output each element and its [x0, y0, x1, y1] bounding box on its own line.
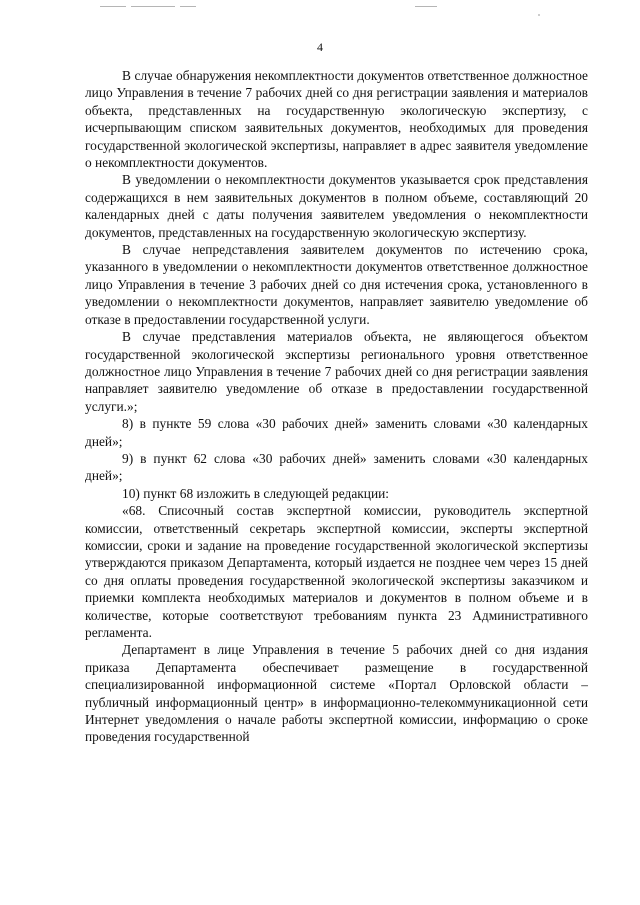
page-number: 4: [317, 40, 323, 54]
scan-line: [100, 6, 126, 7]
paragraph-non-submission: В случае непредставления заявителем документов по истечению срока, указанного в уведомлении о некомплектности документов ответственное должностное лицо Управления в течение 3 рабочих дней со дня истечения срока, установленного в уведомлении о некомплектности документов, направляет заявителю уведомление об отказе в предоставлении государственной услуги.: [85, 242, 588, 327]
paragraph-item-8: 8) в пункте 59 слова «30 рабочих дней» заменить словами «30 календарных дней»;: [85, 416, 588, 449]
document-body: [85, 67, 588, 746]
scan-line: [131, 6, 175, 7]
paragraph-department-publication: Департамент в лице Управления в течение 5 рабочих дней со дня издания приказа Департамента обеспечивает размещение в государственной специализированной информационной системе «Портал Орловской области – публичный информационный центр» в информационно-телекоммуникационной сети Интернет уведомления о начале работы экспертной комиссии, информацию о сроке проведения государственной: [85, 642, 588, 745]
paragraph-notice-deadline: В уведомлении о некомплектности документов указывается срок представления содержащихся в нем заявительных документов в полном объеме, составляющий 20 календарных дней с даты получения заявителем уведомления о некомплектности документов, представленных на государственную экологическую экспертизу.: [85, 172, 588, 240]
paragraph-item-10: 10) пункт 68 изложить в следующей редакции:: [122, 485, 390, 501]
scan-dot: [538, 14, 540, 16]
paragraph-clause-68: «68. Списочный состав экспертной комиссии, руководитель экспертной комиссии, ответственный секретарь экспертной комиссии, эксперты экспертной комиссии, сроки и задание на проведение государственной экологической экспертизы утверждаются приказом Департамента, который издается не позднее чем через 15 дней со дня оплаты проведения государственной экологической экспертизы заказчиком и приемки комплекта необходимых материалов и документов в полном объеме и в количестве, которые соответствуют требованиям пункта 23 Административного регламента.: [85, 503, 588, 640]
scan-artifacts: [0, 4, 640, 10]
paragraph-non-object-materials: В случае представления материалов объекта, не являющегося объектом государственной экологической экспертизы регионального уровня ответственное должностное лицо Управления в течение 7 рабочих дней со дня регистрации заявления направляет заявителю уведомление об отказе в предоставлении государственной услуги.»;: [85, 329, 588, 414]
paragraph-item-9: 9) в пункт 62 слова «30 рабочих дней» заменить словами «30 календарных дней»;: [85, 450, 588, 484]
scan-line: [180, 6, 196, 7]
paragraph-incompleteness-notice: В случае обнаружения некомплектности документов ответственное должностное лицо Управления в течение 7 рабочих дней со дня регистрации заявления и материалов объекта, представленных на государственную экологическую экспертизу, с исчерпывающим списком заявительных документов, необходимых для проведения государственной экологической экспертизы, направляет в адрес заявителя уведомление о некомплектности документов.: [85, 68, 588, 171]
scan-line: [415, 6, 437, 7]
